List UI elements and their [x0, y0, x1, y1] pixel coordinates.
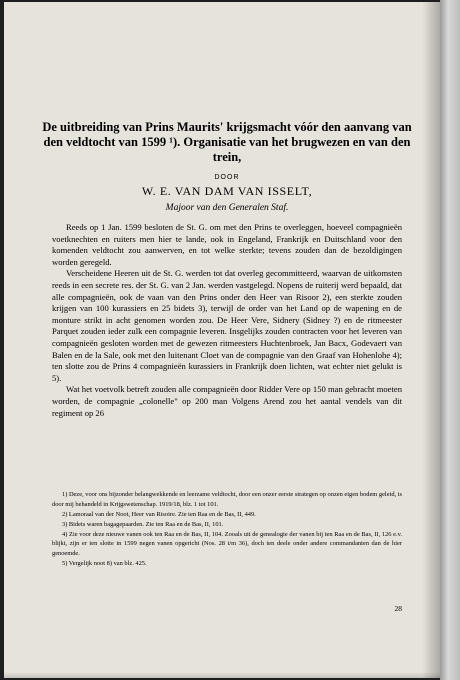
article-body: [52, 222, 402, 419]
byline-label: DOOR: [214, 174, 240, 181]
article-title: De uitbreiding van Prins Maurits' krijgsmacht vóór den aanvang van den veldtocht van 1599 ¹). Organisatie van het brugwezen en van den trein,: [42, 120, 412, 164]
adjacent-page-edge: [440, 0, 460, 680]
page-bottom-shadow: [4, 672, 440, 678]
author-rank: Majoor van den Generalen Staf.: [165, 203, 289, 213]
paragraph: Wat het voetvolk betreft zouden alle compagnieën door Ridder Vere op 150 man gebracht moeten worden, de compagnie „colonelle" op 200 man Volgens Arend zou het aantal vendels van dit regiment op 26: [52, 384, 402, 418]
page-edge-shadow: [422, 2, 440, 678]
paragraph: Reeds op 1 Jan. 1599 besloten de St. G. om met den Prins te overleggen, hoeveel compagnieën voetknechten en ruiters men hier te lande, ook in Engeland, Frankrijk en Duitschland voor den komenden veldtocht zou aanwerven, en tot welke sterkte; tevens zouden dan de bezoldigingen worden geregeld.: [52, 222, 402, 267]
footnote: 4) Zie voor deze nieuwe vanen ook ten Raa en de Bas, II, 104. Zooals uit de genealogie der vanen bij ten Raa en de Bas, II, 126 e.v. blijkt, zijn er ten slotte in 1599 negen vanen opgericht (Nos. 28 t/m 36), doch ten deele onder andere commandanten dan de hier genoemde.: [52, 530, 402, 558]
footnotes: [52, 490, 402, 569]
paragraph: Verscheidene Heeren uit de St. G. werden tot dat overleg gecommitteerd, waarvan de uitkomsten reeds in een secrete res. der St. G. van 2 Jan. werden vastgelegd. Nopens de ruiterij werd bepaald, dat alle compagnieën, ook de vaan van den Prins onder den Heer van Risoor 2), een sterkte zouden krijgen van 100 kurassiers en 25 bidets 3), terwijl de order van het Land op de wapening en de monture strikt in acht genomen worden zou. De Heer Vere, Sidnery (Sidney ?) en de ritmeester Parquet zouden ieder zulk een compagnie leveren. Insgelijks zouden contracten voor het leveren van compagnieën gesloten worden met de gewezen ritmeesters Huchtenbroek, Jan Bacx, Godevaert van Balen en de la Sale, ook met den luitenant Cloet van de compagnie van den Graaf van Hohenlohe 4); ten slotte zou de Prins 4 compagnieën kurassiers in Frankrijk doen lichten, wat echter niet gelukt is 5).: [52, 268, 402, 383]
footnote: 1) Deze, voor ons bijzonder belangwekkende en leerzame veldtocht, door een onzer eerste strategen op onzen eigen bodem geleid, is door mij behandeld in Krijgswetenschap. 1919/18, blz. 1 tot 101.: [52, 491, 402, 508]
footnote: 5) Vergelijk noot 8) van blz. 425.: [62, 560, 147, 568]
footnote: 3) Bidets waren bagagepaarden. Zie ten Raa en de Bas, II, 101.: [62, 520, 224, 528]
footnote: 2) Lamoraal van der Noot, Heer van Risoire. Zie ten Raa en de Bas, II, 449.: [62, 510, 256, 518]
article-author: W. E. VAN DAM VAN ISSELT,: [141, 184, 313, 198]
page-number: 28: [394, 604, 402, 613]
